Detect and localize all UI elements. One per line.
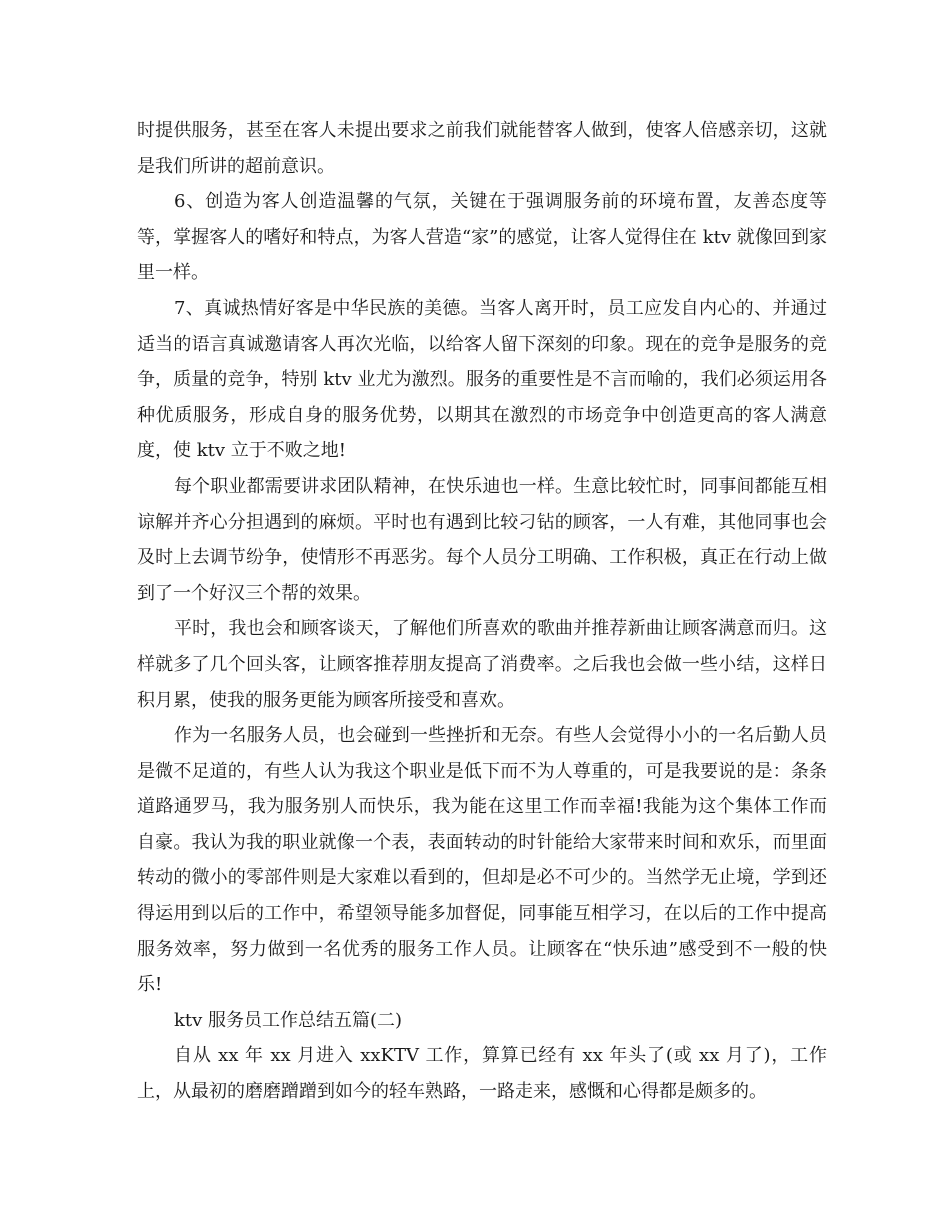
paragraph-service-staff: 作为一名服务人员，也会碰到一些挫折和无奈。有些人会觉得小小的一名后勤人员是微不足道的，有些人认为我这个职业是低下而不为人尊重的，可是我要说的是：条条道路通罗马，我为服务别人而快乐，我为能在这里工作而幸福!我能为这个集体工作而自豪。我认为我的职业就像一个表，表面转动的时针能给大家带来时间和欢乐，而里面转动的微小的零部件则是大家难以看到的，但却是必不可少的。当然学无止境，学到还得运用到以后的工作中，希望领导能多加督促，同事能互相学习，在以后的工作中提高服务效率，努力做到一名优秀的服务工作人员。让顾客在“快乐迪”感受到不一般的快乐! xyxy=(137,725,827,996)
section-heading: ktv 服务员工作总结五篇(二) xyxy=(174,1009,403,1031)
paragraph-item-6: 6、创造为客人创造温馨的气氛，关键在于强调服务前的环境布置，友善态度等等，掌握客人的嗜好和特点，为客人营造“家”的感觉，让客人觉得住在 ktv 就像回到家里一样。 xyxy=(137,191,827,284)
document-body xyxy=(137,113,827,1110)
paragraph-customer-chat: 平时，我也会和顾客谈天，了解他们所喜欢的歌曲并推荐新曲让顾客满意而归。这样就多了几个回头客，让顾客推荐朋友提高了消费率。之后我也会做一些小结，这样日积月累，使我的服务更能为顾客所接受和喜欢。 xyxy=(137,618,827,711)
paragraph-item-7: 7、真诚热情好客是中华民族的美德。当客人离开时，员工应发自内心的、并通过适当的语言真诚邀请客人再次光临，以给客人留下深刻的印象。现在的竞争是服务的竞争，质量的竞争，特别 ktv 业尤为激烈。服务的重要性是不言而喻的，我们必须运用各种优质服务，形成自身的服务优势，以期其在激烈的市场竞争中创造更高的客人满意度，使 ktv 立于不败之地! xyxy=(137,297,827,462)
paragraph-continuation: 时提供服务，甚至在客人未提出要求之前我们就能替客人做到，使客人倍感亲切，这就是我们所讲的超前意识。 xyxy=(137,120,827,177)
paragraph-since-joining: 自从 xx 年 xx 月进入 xxKTV 工作，算算已经有 xx 年头了(或 xx 月了)，工作上，从最初的磨磨蹭蹭到如今的轻车熟路，一路走来，感慨和心得都是颇多的。 xyxy=(137,1045,827,1103)
paragraph-team-spirit: 每个职业都需要讲求团队精神，在快乐迪也一样。生意比较忙时，同事间都能互相谅解并齐心分担遇到的麻烦。平时也有遇到比较刁钻的顾客，一人有难，其他同事也会及时上去调节纷争，使情形不再恶劣。每个人员分工明确、工作积极，真正在行动上做到了一个好汉三个帮的效果。 xyxy=(137,475,827,604)
